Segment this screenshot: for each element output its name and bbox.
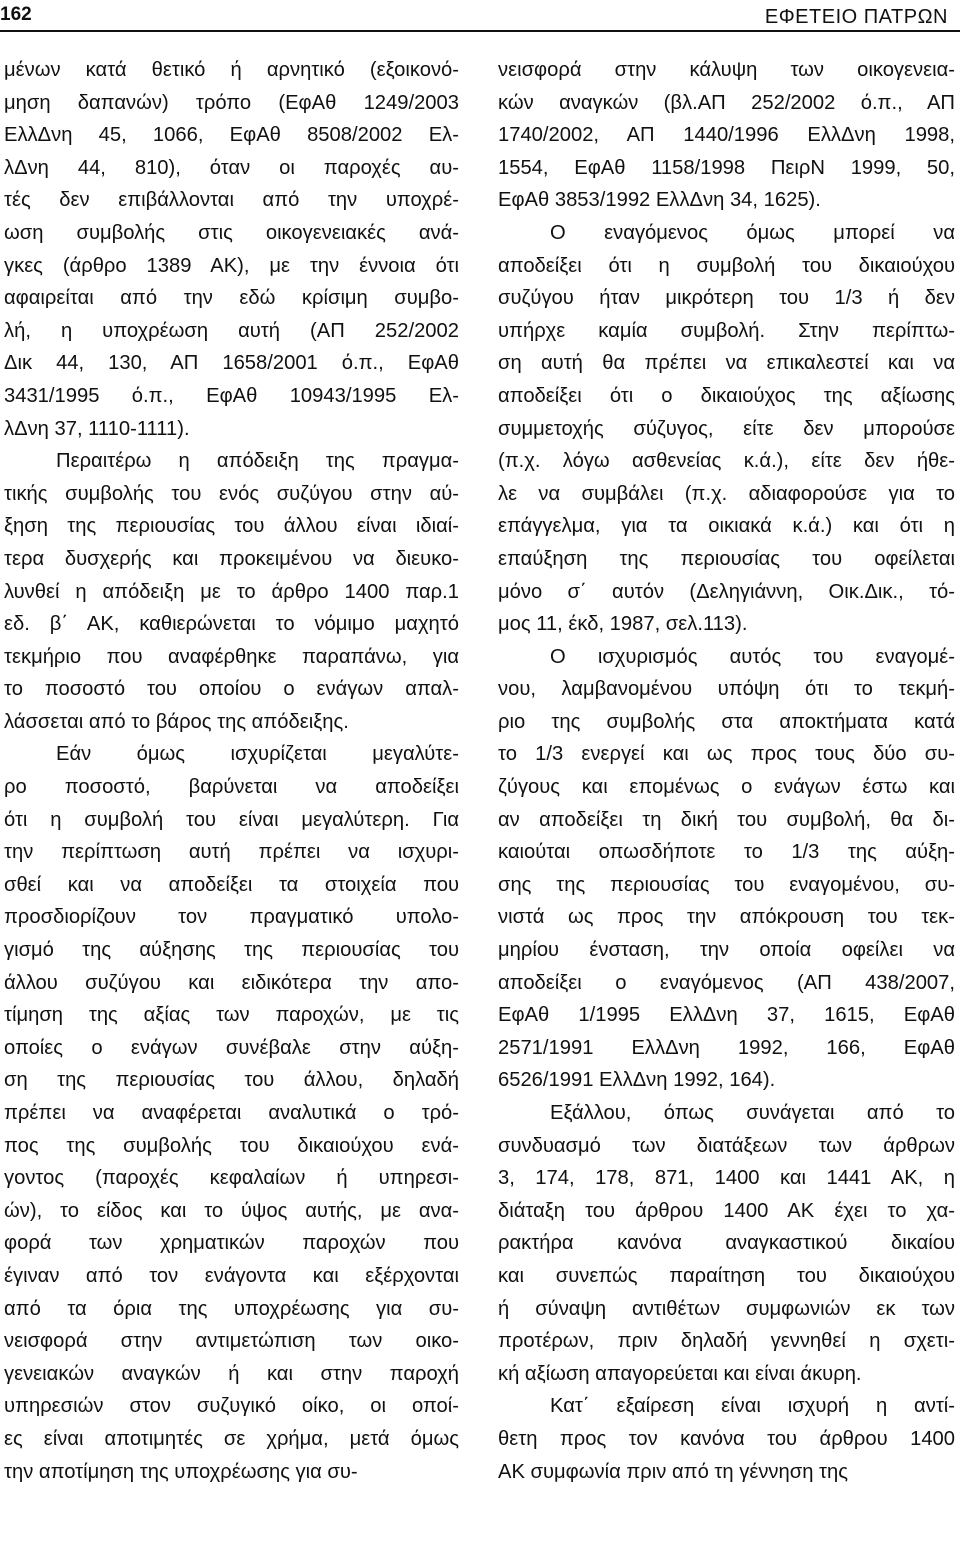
- text-line: 1554, ΕφΑθ 1158/1998 ΠειρΝ 1999, 50,: [498, 156, 955, 179]
- text-line: γοντος (παροχές κεφαλαίων ή υπηρεσι-: [4, 1167, 459, 1190]
- paragraph: [498, 1097, 955, 1390]
- paragraph: [498, 54, 955, 217]
- text-line: ότι η συμβολή του είναι μεγαλύτερη. Για: [4, 808, 459, 831]
- text-line: το 1/3 ενεργεί και ως προς τους δύο συ-: [498, 743, 955, 766]
- text-line: τεκμήριο που αναφέρθηκε παραπάνω, για: [4, 645, 459, 668]
- text-line: λάσσεται από το βάρος της απόδειξης.: [4, 710, 349, 733]
- text-line: πρέπει να αναφέρεται αναλυτικά ο τρό-: [4, 1102, 459, 1124]
- paragraph: [498, 217, 955, 641]
- text-line: λΔνη 44, 810), όταν οι παροχές αυ-: [4, 156, 459, 179]
- text-line: λυνθεί η απόδειξη με το άρθρο 1400 παρ.1: [4, 580, 459, 603]
- text-line: πος της συμβολής του δικαιούχου ενά-: [4, 1134, 459, 1157]
- text-line: υπηρεσιών στον συζυγικό οίκο, οι οποί-: [4, 1395, 459, 1418]
- text-line: ΕλλΔνη 45, 1066, ΕφΑθ 8508/2002 Ελ-: [4, 124, 459, 147]
- text-line: ωση συμβολής στις οικογενειακές ανά-: [4, 221, 459, 244]
- text-line: γκες (άρθρο 1389 ΑΚ), με την έννοια ότι: [4, 254, 459, 277]
- text-line: κή αξίωση απαγορεύεται και είναι άκυρη.: [498, 1362, 862, 1385]
- text-line: τές δεν επιβάλλονται από την υποχρέ-: [4, 189, 459, 212]
- text-line: Εάν όμως ισχυρίζεται μεγαλύτε-: [56, 743, 459, 766]
- paragraph: [498, 641, 955, 1097]
- text-line: Ο εναγόμενος όμως μπορεί να: [550, 221, 955, 244]
- text-line: 6526/1991 ΕλλΔνη 1992, 164).: [498, 1069, 776, 1092]
- text-line: 3431/1995 ό.π., ΕφΑθ 10943/1995 Ελ-: [4, 384, 459, 407]
- text-line: ρακτήρα κανόνα αναγκαστικού δικαίου: [498, 1232, 955, 1255]
- text-line: διάταξη του άρθρου 1400 ΑΚ έχει το χα-: [498, 1199, 955, 1222]
- text-line: ΕφΑθ 1/1995 ΕλλΔνη 37, 1615, ΕφΑθ: [498, 1004, 955, 1027]
- text-line: ες είναι αποτιμητές σε χρήμα, μετά όμως: [4, 1427, 459, 1450]
- text-line: θετη προς τον κανόνα του άρθρου 1400: [498, 1427, 955, 1450]
- paragraph: [4, 445, 459, 738]
- text-line: τικής συμβολής του ενός συζύγου στην αύ-: [4, 482, 459, 505]
- text-line: ΑΚ συμφωνία πριν από τη γέννηση της: [498, 1460, 848, 1483]
- text-line: ών), το είδος και το ύψος αυτής, με ανα-: [4, 1199, 459, 1222]
- text-line: ΕφΑθ 3853/1992 ΕλλΔνη 34, 1625).: [498, 189, 821, 212]
- text-line: λΔνη 37, 1110-1111).: [4, 417, 190, 440]
- text-line: λε να συμβάλει (π.χ. αδιαφορούσε για το: [498, 482, 955, 505]
- text-line: νεισφορά στην αντιμετώπιση των οικο-: [4, 1330, 459, 1353]
- text-line: έγιναν από τον ενάγοντα και εξέρχονται: [4, 1264, 459, 1287]
- text-line: το ποσοστό του οποίου ο ενάγων απαλ-: [4, 678, 459, 701]
- text-line: 2571/1991 ΕλλΔνη 1992, 166, ΕφΑθ: [498, 1036, 955, 1059]
- text-line: λή, η υποχρέωση αυτή (ΑΠ 252/2002: [4, 319, 459, 342]
- text-line: την περίπτωση αυτή πρέπει να ισχυρι-: [4, 841, 459, 864]
- text-line: Δικ 44, 130, ΑΠ 1658/2001 ό.π., ΕφΑθ: [4, 352, 459, 375]
- text-line: μηρίου ένσταση, την οποία οφείλει να: [498, 939, 955, 962]
- text-line: αφαιρείται από την εδώ κρίσιμη συμβο-: [4, 287, 459, 310]
- text-line: ζύγους και επομένως ο ενάγων έστω και: [498, 776, 955, 799]
- text-line: μηση δαπανών) τρόπο (ΕφΑθ 1249/2003: [4, 91, 459, 114]
- paragraph: [498, 1390, 955, 1488]
- text-line: φορά των χρηματικών παροχών που: [4, 1232, 459, 1255]
- text-line: μένων κατά θετικό ή αρνητικό (εξοικονό-: [4, 59, 459, 81]
- text-line: και συνεπώς παραίτηση του δικαιούχου: [498, 1264, 955, 1287]
- text-line: (π.χ. λόγω ασθενείας κ.ά.), είτε δεν ήθε-: [498, 450, 955, 473]
- text-line: ξηση της περιουσίας του άλλου είναι ιδιαί-: [4, 515, 459, 538]
- text-line: Ο ισχυρισμός αυτός του εναγομέ-: [550, 645, 955, 668]
- text-line: ρο ποσοστό, βαρύνεται να αποδείξει: [4, 776, 459, 799]
- text-line: συζύγου ήταν μικρότερη του 1/3 ή δεν: [498, 287, 955, 310]
- text-line: την αποτίμηση της υποχρέωσης για συ-: [4, 1460, 358, 1483]
- text-line: τίμηση της αξίας των παροχών, με τις: [4, 1004, 459, 1027]
- text-line: οποίες ο ενάγων συνέβαλε στην αύξη-: [4, 1036, 459, 1059]
- text-line: σθεί και να αποδείξει τα στοιχεία που: [4, 873, 459, 896]
- left-column: [4, 54, 459, 1488]
- text-line: Περαιτέρω η απόδειξη της πραγμα-: [56, 450, 459, 473]
- text-line: ή σύναψη αντιθέτων συμφωνιών εκ των: [498, 1297, 955, 1320]
- text-line: τερα δυσχερής και προκειμένου να διευκο-: [4, 547, 459, 570]
- text-line: ση της περιουσίας του άλλου, δηλαδή: [4, 1069, 459, 1092]
- text-line: προτέρων, πριν δηλαδή γεννηθεί η σχετι-: [498, 1330, 955, 1353]
- text-line: 3, 174, 178, 871, 1400 και 1441 ΑΚ, η: [498, 1167, 955, 1190]
- text-line: νεισφορά στην κάλυψη των οικογενεια-: [498, 59, 955, 81]
- text-line: άλλου συζύγου και ειδικότερα την απο-: [4, 971, 459, 994]
- paragraph: [4, 738, 459, 1488]
- text-line: υπήρχε καμία συμβολή. Στην περίπτω-: [498, 319, 955, 342]
- text-line: 1740/2002, ΑΠ 1440/1996 ΕλλΔνη 1998,: [498, 124, 955, 147]
- text-line: γενειακών αναγκών ή και στην παροχή: [4, 1362, 459, 1385]
- text-line: μος 11, έκδ, 1987, σελ.113).: [498, 613, 748, 636]
- text-line: Εξάλλου, όπως συνάγεται από το: [550, 1102, 955, 1124]
- running-head: ΕΦΕΤΕΙΟ ΠΑΤΡΩΝ: [764, 6, 948, 28]
- text-line: σης της περιουσίας του εναγομένου, συ-: [498, 873, 955, 896]
- text-line: Κατ΄ εξαίρεση είναι ισχυρή η αντί-: [550, 1395, 955, 1418]
- text-line: αποδείξει ο εναγόμενος (ΑΠ 438/2007,: [498, 971, 955, 994]
- text-line: καιούται οπωσδήποτε το 1/3 της αύξη-: [498, 841, 955, 864]
- text-line: συνδυασμό των διατάξεων των άρθρων: [498, 1134, 955, 1157]
- text-line: αποδείξει ότι η συμβολή του δικαιούχου: [498, 254, 955, 277]
- text-line: νιστά ως προς την απόκρουση του τεκ-: [498, 906, 955, 929]
- text-line: επάγγελμα, για τα οικιακά κ.ά.) και ότι η: [498, 515, 955, 538]
- text-line: επαύξηση της περιουσίας του οφείλεται: [498, 547, 955, 570]
- text-line: αποδείξει ότι ο δικαιούχος της αξίωσης: [498, 384, 955, 407]
- page-number: 162: [0, 4, 32, 25]
- text-line: κών αναγκών (βλ.ΑΠ 252/2002 ό.π., ΑΠ: [498, 91, 955, 114]
- text-line: από τα όρια της υποχρέωσης για συ-: [4, 1297, 459, 1320]
- text-line: ση αυτή θα πρέπει να επικαλεστεί και να: [498, 352, 955, 375]
- text-line: γισμό της αύξησης της περιουσίας του: [4, 939, 459, 962]
- text-line: μόνο σ΄ αυτόν (Δεληγιάννη, Οικ.Δικ., τό-: [498, 580, 955, 603]
- text-line: νου, λαμβανομένου υπόψη ότι το τεκμή-: [498, 678, 955, 701]
- text-line: εδ. β΄ ΑΚ, καθιερώνεται το νόμιμο μαχητό: [4, 613, 459, 636]
- text-line: συμμετοχής σύζυγος, είτε δεν μπορούσε: [498, 417, 955, 440]
- paragraph: [4, 54, 459, 445]
- text-line: αν αποδείξει τη δική του συμβολή, θα δι-: [498, 808, 955, 831]
- right-column: [498, 54, 955, 1488]
- text-line: προσδιορίζουν τον πραγματικό υπολο-: [4, 906, 459, 929]
- page-header: [0, 0, 960, 32]
- text-line: ριο της συμβολής στα αποκτήματα κατά: [498, 710, 955, 733]
